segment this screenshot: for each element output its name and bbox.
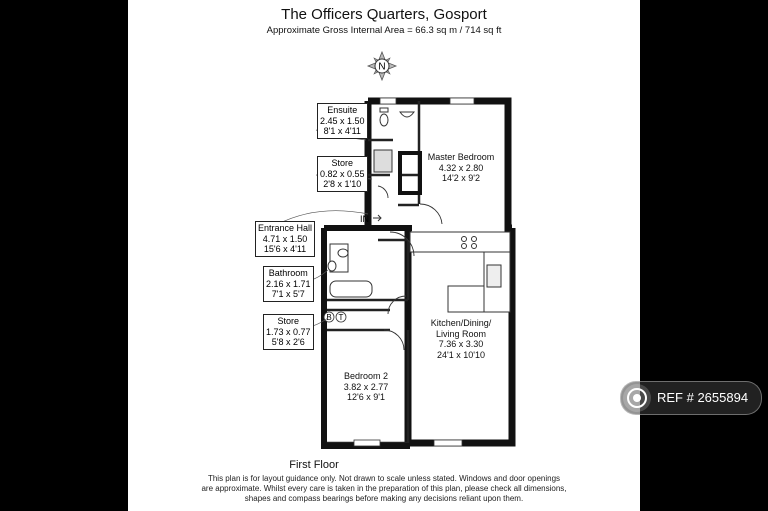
floor-plan-sheet: [128, 0, 640, 511]
kitchen-fixtures: [410, 232, 510, 312]
page-title: The Officers Quarters, Gosport: [281, 6, 487, 23]
room-label-store-2: Store 1.73 x 0.77 5'8 x 2'6: [263, 314, 314, 350]
tank-label: T: [338, 313, 344, 322]
room-label-ensuite: Ensuite 2.45 x 1.50 8'1 x 4'11: [317, 103, 368, 139]
room-label-entrance-hall: Entrance Hall 4.71 x 1.50 15'6 x 4'11: [255, 221, 315, 257]
entrance-label: IN: [360, 214, 369, 224]
room-label-master-bedroom: Master Bedroom 4.32 x 2.80 14'2 x 9'2: [427, 152, 495, 183]
reference-number: REF # 2655894: [657, 390, 749, 405]
floor-label: First Floor: [289, 459, 339, 471]
compass-icon: [368, 52, 396, 80]
camera-icon: [623, 384, 651, 412]
boiler-label: B: [326, 313, 332, 322]
compass-letter: N: [378, 61, 386, 73]
gross-area-subtitle: Approximate Gross Internal Area = 66.3 sq m / 714 sq ft: [266, 25, 502, 36]
room-label-kitchen: Kitchen/Dining/ Living Room 7.36 x 3.30 24'1 x 10'10: [430, 318, 492, 360]
room-label-bedroom-2: Bedroom 2 3.82 x 2.77 12'6 x 9'1: [343, 371, 389, 402]
boiler-tank: [324, 312, 346, 322]
disclaimer: This plan is for layout guidance only. Not drawn to scale unless stated. Windows and door openings are approximate. Whilst every care is taken in the preparation of this plan, please check all dimensions, shapes and compass bearings before making any decisions reliant upon them.: [201, 474, 567, 503]
room-label-bathroom: Bathroom 2.16 x 1.71 7'1 x 5'7: [263, 266, 314, 302]
room-label-store: Store 0.82 x 0.55 2'8 x 1'10: [317, 156, 368, 192]
reference-badge: [620, 381, 762, 415]
